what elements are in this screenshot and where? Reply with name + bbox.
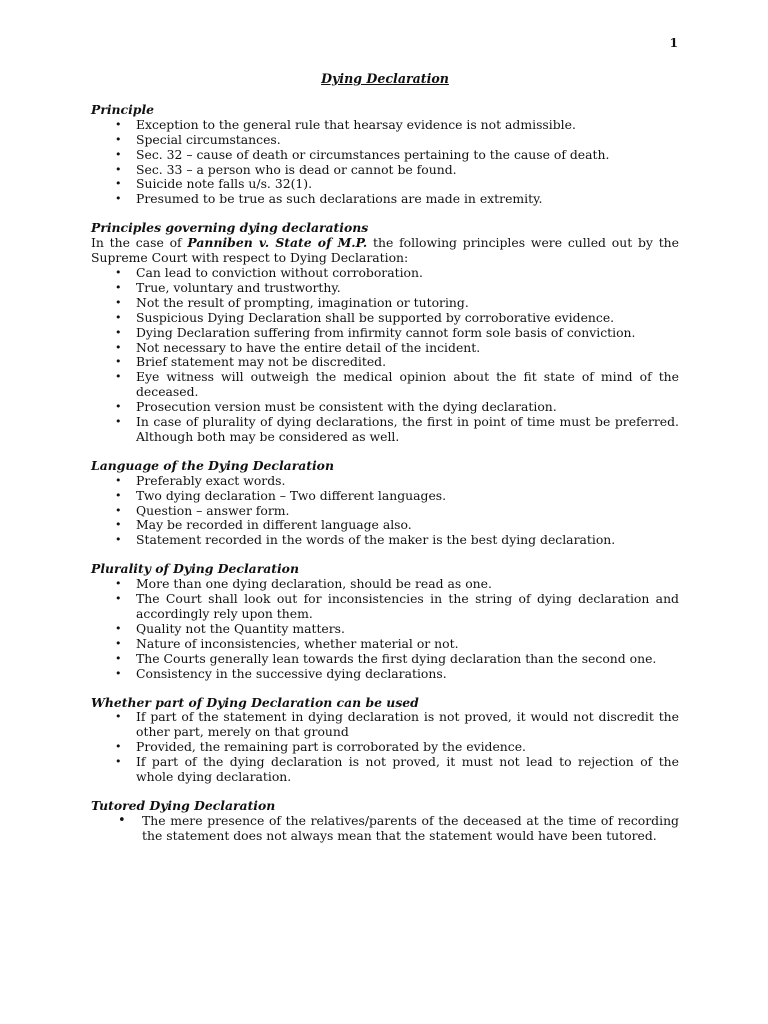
section-principle (91, 103, 679, 207)
section-part-usage (91, 696, 679, 785)
list-item: • Brief statement may not be discredited. (136, 355, 679, 370)
section-heading: Plurality of Dying Declaration (91, 561, 299, 577)
bullet-list (91, 474, 679, 549)
list-item: • Question – answer form. (136, 504, 679, 519)
list-item: • Suspicious Dying Declaration shall be supported by corroborative evidence. (136, 311, 679, 326)
section-heading: Whether part of Dying Declaration can be used (91, 694, 419, 710)
list-item: • In case of plurality of dying declarations, the first in point of time must be preferred. Although both may be considered as well. (136, 415, 679, 445)
list-item: • The Courts generally lean towards the first dying declaration than the second one. (136, 652, 679, 667)
section-plurality (91, 562, 679, 681)
list-item: • Quality not the Quantity matters. (136, 622, 679, 637)
section-governing (91, 221, 679, 445)
list-item: • Presumed to be true as such declarations are made in extremity. (136, 192, 679, 207)
list-item: • If part of the dying declaration is not proved, it must not lead to rejection of the whole dying declaration. (136, 755, 679, 785)
case-name: Panniben v. State of M.P. (187, 235, 368, 251)
section-heading: Principle (91, 101, 155, 117)
list-item: • Nature of inconsistencies, whether material or not. (136, 637, 679, 652)
list-item: • Provided, the remaining part is corroborated by the evidence. (136, 740, 679, 755)
section-heading: Principles governing dying declarations (91, 220, 369, 236)
list-item: • Eye witness will outweigh the medical opinion about the fit state of mind of the deceased. (136, 370, 679, 400)
document-title: Dying Declaration (321, 71, 449, 86)
section-tutored (91, 799, 679, 844)
bullet-list (91, 814, 679, 844)
bullet-list (91, 266, 679, 445)
list-item: • May be recorded in different language also. (136, 518, 679, 533)
list-item: • Can lead to conviction without corroboration. (136, 266, 679, 281)
intro-paragraph (91, 236, 679, 266)
list-item: • Not the result of prompting, imagination or tutoring. (136, 296, 679, 311)
list-item: • The Court shall look out for inconsistencies in the string of dying declaration and accordingly rely upon them. (136, 592, 679, 622)
bullet-list (91, 710, 679, 785)
page-number: 1 (669, 36, 678, 50)
list-item: • Two dying declaration – Two different languages. (136, 489, 679, 504)
bullet-list (91, 118, 679, 207)
intro-text: In the case of (91, 235, 188, 251)
list-item: • Not necessary to have the entire detail of the incident. (136, 341, 679, 356)
list-item: • Suicide note falls u/s. 32(1). (136, 177, 679, 192)
list-item: • Statement recorded in the words of the maker is the best dying declaration. (136, 533, 679, 548)
list-item: • Prosecution version must be consistent with the dying declaration. (136, 400, 679, 415)
intro-text: the following principles were culled out by the Supreme Court with respect to Dying Declaration: (91, 235, 679, 266)
list-item: • True, voluntary and trustworthy. (136, 281, 679, 296)
section-heading: Tutored Dying Declaration (91, 797, 276, 813)
list-item: • The mere presence of the relatives/parents of the deceased at the time of recording the statement does not always mean that the statement would have been tutored. (142, 814, 679, 844)
list-item: • Special circumstances. (136, 133, 679, 148)
list-item: • Dying Declaration suffering from infirmity cannot form sole basis of conviction. (136, 326, 679, 341)
section-heading: Language of the Dying Declaration (91, 457, 334, 473)
list-item: • Sec. 32 – cause of death or circumstances pertaining to the cause of death. (136, 148, 679, 163)
list-item: • Sec. 33 – a person who is dead or cannot be found. (136, 163, 679, 178)
list-item: • More than one dying declaration, should be read as one. (136, 577, 679, 592)
section-language (91, 459, 679, 548)
bullet-list (91, 577, 679, 681)
list-item: • Exception to the general rule that hearsay evidence is not admissible. (136, 118, 679, 133)
document-body (91, 72, 679, 858)
list-item: • Preferably exact words. (136, 474, 679, 489)
list-item: • Consistency in the successive dying declarations. (136, 667, 679, 682)
list-item: • If part of the statement in dying declaration is not proved, it would not discredit the other part, merely on that ground (136, 710, 679, 740)
